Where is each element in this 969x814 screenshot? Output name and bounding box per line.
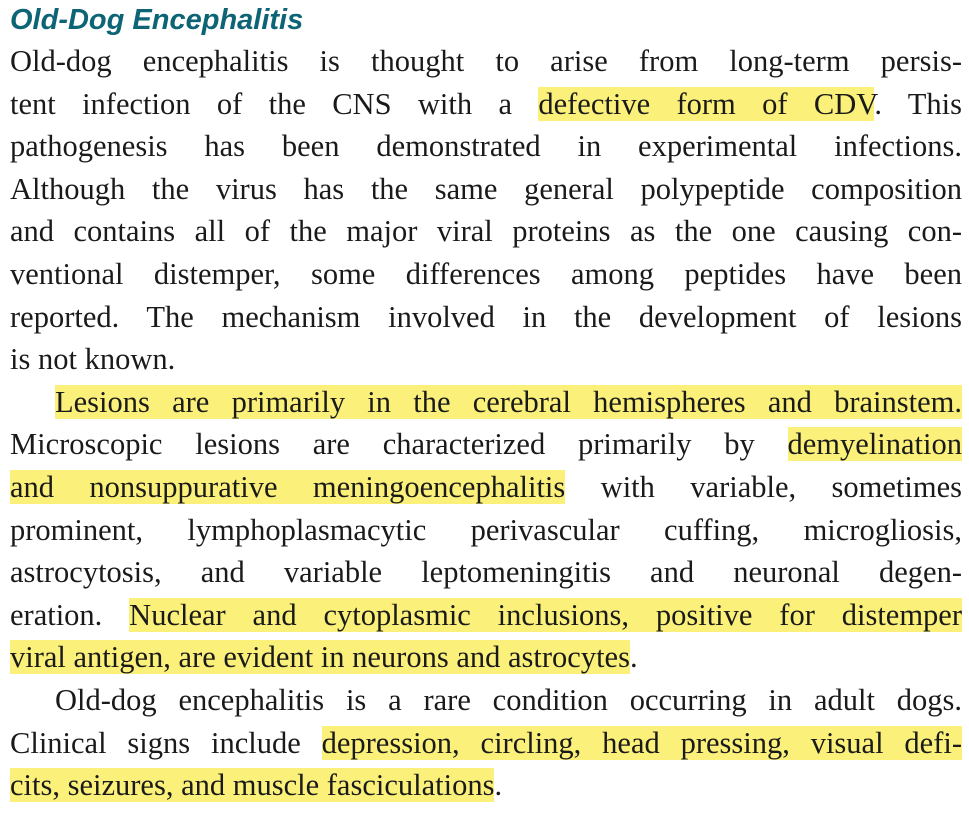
text-line [10,636,962,679]
text-run: . This [874,86,962,121]
paragraph-2 [10,381,962,679]
text-line [10,594,962,637]
text-line: Although the virus has the same general polypeptide composition [10,171,962,206]
text-line: prominent, lymphoplasmacytic perivascular cuffing, microgliosis, [10,512,962,547]
text-run: . [494,768,503,803]
text-run: Clinical signs include [10,725,322,760]
highlighted-text: viral antigen, are evident in neurons and astrocytes [10,640,630,675]
section-heading: Old-Dog Encephalitis [10,4,304,36]
text-line: astrocytosis, and variable leptomeningitis and neuronal degen- [10,555,962,590]
highlighted-text: defective form of CDV [538,86,875,121]
highlighted-text: and nonsuppurative meningoencephalitis [10,469,566,504]
highlighted-text: Nuclear and cytoplasmic inclusions, positive for distemper [129,597,962,632]
highlighted-text: depression, circling, head pressing, visual defi- [321,725,962,760]
text-run: eration. [10,597,130,632]
text-run: Microscopic lesions are characterized primarily by [10,427,788,462]
highlighted-text: Lesions are primarily in the cerebral hemispheres and brainstem. [55,384,962,419]
text-run: tent infection of the CNS with a [10,86,539,121]
text-run: with variable, sometimes [565,469,962,504]
paragraph-3 [10,679,962,807]
text-run: . [629,640,638,675]
highlighted-text: demyelination [787,427,962,462]
text-line: and contains all of the major viral proteins as the one causing con- [10,214,962,249]
text-line [10,423,962,466]
text-line [10,764,962,807]
text-line: ventional distemper, some differences among peptides have been [10,256,962,291]
text-line [10,381,962,424]
text-line [10,83,962,126]
text-line: Old-dog encephalitis is thought to arise from long-term persis- [10,44,962,78]
text-line: pathogenesis has been demonstrated in experimental infections. [10,129,962,164]
text-line: Old-dog encephalitis is a rare condition occurring in adult dogs. [55,682,962,717]
text-line: is not known. [10,342,176,377]
text-line [10,466,962,509]
text-line [10,722,962,765]
highlighted-text: cits, seizures, and muscle fasciculations [10,768,495,803]
document-page [10,0,962,807]
paragraph-1 [10,40,962,381]
text-line: reported. The mechanism involved in the development of lesions [10,299,962,334]
